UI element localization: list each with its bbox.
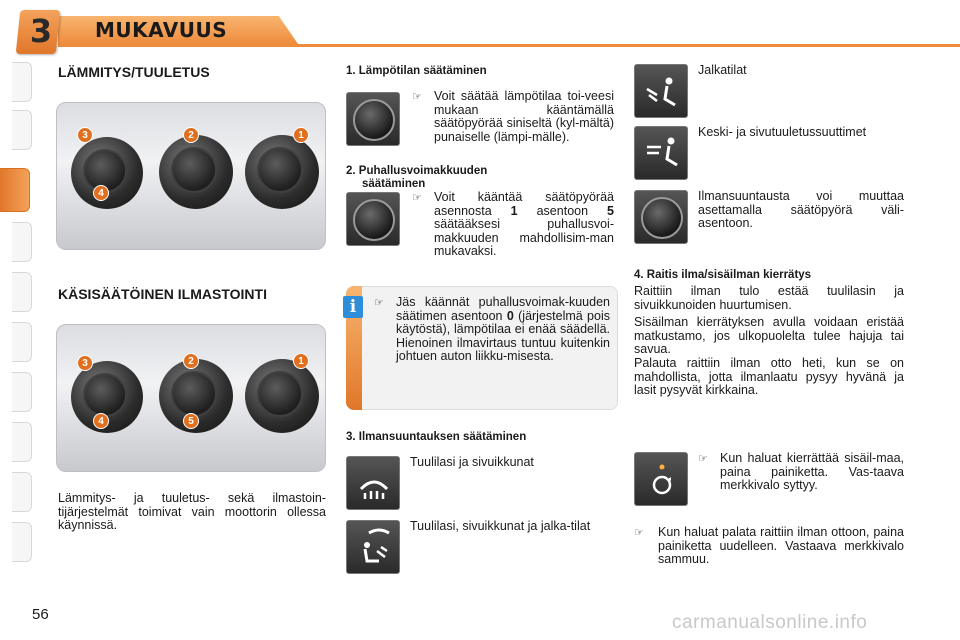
section-3-item-1: Tuulilasi ja sivuikkunat: [410, 455, 534, 469]
chapter-tab-10[interactable]: [12, 522, 32, 562]
item-feet: Jalkatilat: [698, 63, 747, 77]
chapter-tab-5[interactable]: [12, 272, 32, 312]
section-2-text-b: asentoon: [536, 203, 589, 218]
chapter-tab-3-active[interactable]: [0, 168, 30, 212]
ac-callout-4: 4: [93, 413, 109, 429]
fan-knob: [159, 135, 233, 209]
chapter-tab-8[interactable]: [12, 422, 32, 462]
heading-manual-ac: KÄSISÄÄTÖINEN ILMASTOINTI: [58, 286, 267, 302]
header-rule: [58, 44, 960, 47]
hand-bullet-icon: ☞: [634, 526, 644, 539]
page-number: 56: [32, 606, 49, 623]
distribution-knob-thumb: [634, 190, 688, 244]
section-3-item-2: Tuulilasi, sivuikkunat ja jalka-tilat: [410, 519, 591, 533]
ac-callout-1: 1: [293, 353, 309, 369]
chapter-number: 3: [29, 12, 53, 50]
callout-4: 4: [93, 185, 109, 201]
heating-control-panel-image: [56, 102, 326, 250]
info-icon: i: [343, 296, 363, 318]
section-2-text: [434, 191, 614, 259]
page-title: MUKAVUUS: [95, 18, 228, 42]
chapter-tab-6[interactable]: [12, 322, 32, 362]
fresh-air-return-text: Kun haluat palata raittiin ilman ottoon, paina painiketta uudelleen. Vastaava merkkivalo sammuu.: [658, 525, 904, 566]
ac-callout-5: 5: [183, 413, 199, 429]
section-4-paragraph-1: Raittiin ilman tulo estää tuulilasin ja sivuikkunoiden huurtumisen.: [634, 284, 904, 312]
info-text: [396, 296, 610, 364]
header: [0, 0, 960, 58]
section-2-num-to: 5: [607, 203, 614, 218]
ac-callout-2: 2: [183, 353, 199, 369]
windscreen-demist-icon: [346, 456, 400, 510]
section-2-num-from: 1: [510, 203, 518, 218]
temperature-knob-thumb: [346, 92, 400, 146]
section-4-paragraph-2: Sisäilman kierrätyksen avulla voidaan eristää matkustamo, jos ulkopuolelta tulee hajuja tai savua.: [634, 315, 904, 356]
heading-heating-ventilation: LÄMMITYS/TUULETUS: [58, 64, 210, 80]
hand-bullet-icon: ☞: [412, 191, 422, 204]
callout-2: 2: [183, 127, 199, 143]
hand-bullet-icon: ☞: [698, 452, 708, 465]
section-2-heading-line2: säätäminen: [362, 178, 426, 190]
section-2-heading-line1: 2. Puhallusvoimakkuuden: [346, 165, 488, 177]
item-intermediate-position: Ilmansuuntausta voi muuttaa asettamalla säätöpyörä väli-asentoon.: [698, 189, 904, 230]
ac-control-panel-image: [56, 324, 326, 472]
section-2-text-a: Voit kääntää säätöpyörää asennosta: [434, 190, 614, 218]
recirculation-button-icon: [634, 452, 688, 506]
fan-knob-thumb: [346, 192, 400, 246]
section-4-heading: 4. Raitis ilma/sisäilman kierrätys: [634, 269, 812, 281]
recirculation-on-text: Kun haluat kierrättää sisäil-maa, paina painiketta. Vas-taava merkkivalo syttyy.: [720, 451, 904, 492]
info-text-b: (järjestelmä pois käytöstä), lämpötilaa ei enää säädellä. Hienoinen ilmavirtaus tuntuu kuitenkin johtuen auton liikku-misesta.: [396, 308, 610, 363]
chapter-tab-4[interactable]: [12, 222, 32, 262]
temperature-knob: [245, 135, 319, 209]
section-1-heading: 1. Lämpötilan säätäminen: [346, 65, 487, 77]
feet-vent-icon: [634, 64, 688, 118]
hand-bullet-icon: ☞: [374, 296, 384, 309]
info-text-a: Jäs käännät puhallusvoimak-kuuden säätimen asentoon: [396, 295, 610, 323]
chapter-tab-7[interactable]: [12, 372, 32, 412]
callout-1: 1: [293, 127, 309, 143]
windscreen-feet-icon: [346, 520, 400, 574]
section-2-text-c: säätääksesi puhallusvoi-makkuuden mahdollisim-man mukavaksi.: [434, 217, 614, 258]
ac-temperature-knob: [245, 359, 319, 433]
callout-3: 3: [77, 127, 93, 143]
ac-callout-3: 3: [77, 355, 93, 371]
section-1-text: Voit säätää lämpötilaa toi-veesi mukaan kääntämällä säätöpyörää siniseltä (kyl-mältä) punaiselle (lämpi-mälle).: [434, 89, 614, 144]
section-3-heading: 3. Ilmansuuntauksen säätäminen: [346, 431, 527, 443]
face-vent-icon: [634, 126, 688, 180]
section-4-paragraph-3: Palauta raittiin ilman otto heti, kun se on mahdollista, jotta ilmanlaatu pysyy hyvänä ja lasit pysyvät kirkkaina.: [634, 356, 904, 397]
chapter-tab-9[interactable]: [12, 472, 32, 512]
info-num: 0: [506, 308, 514, 323]
item-center-side-vents: Keski- ja sivutuuletussuuttimet: [698, 125, 867, 139]
chapter-tabs: [0, 62, 36, 582]
watermark: carmanualsonline.info: [672, 612, 868, 633]
chapter-tab-2[interactable]: [12, 110, 32, 150]
hand-bullet-icon: ☞: [412, 90, 422, 103]
chapter-tab-1[interactable]: [12, 62, 32, 102]
engine-running-note: Lämmitys- ja tuuletus- sekä ilmastoin-tijärjestelmät toimivat vain moottorin ollessa käynnissä.: [58, 491, 326, 532]
